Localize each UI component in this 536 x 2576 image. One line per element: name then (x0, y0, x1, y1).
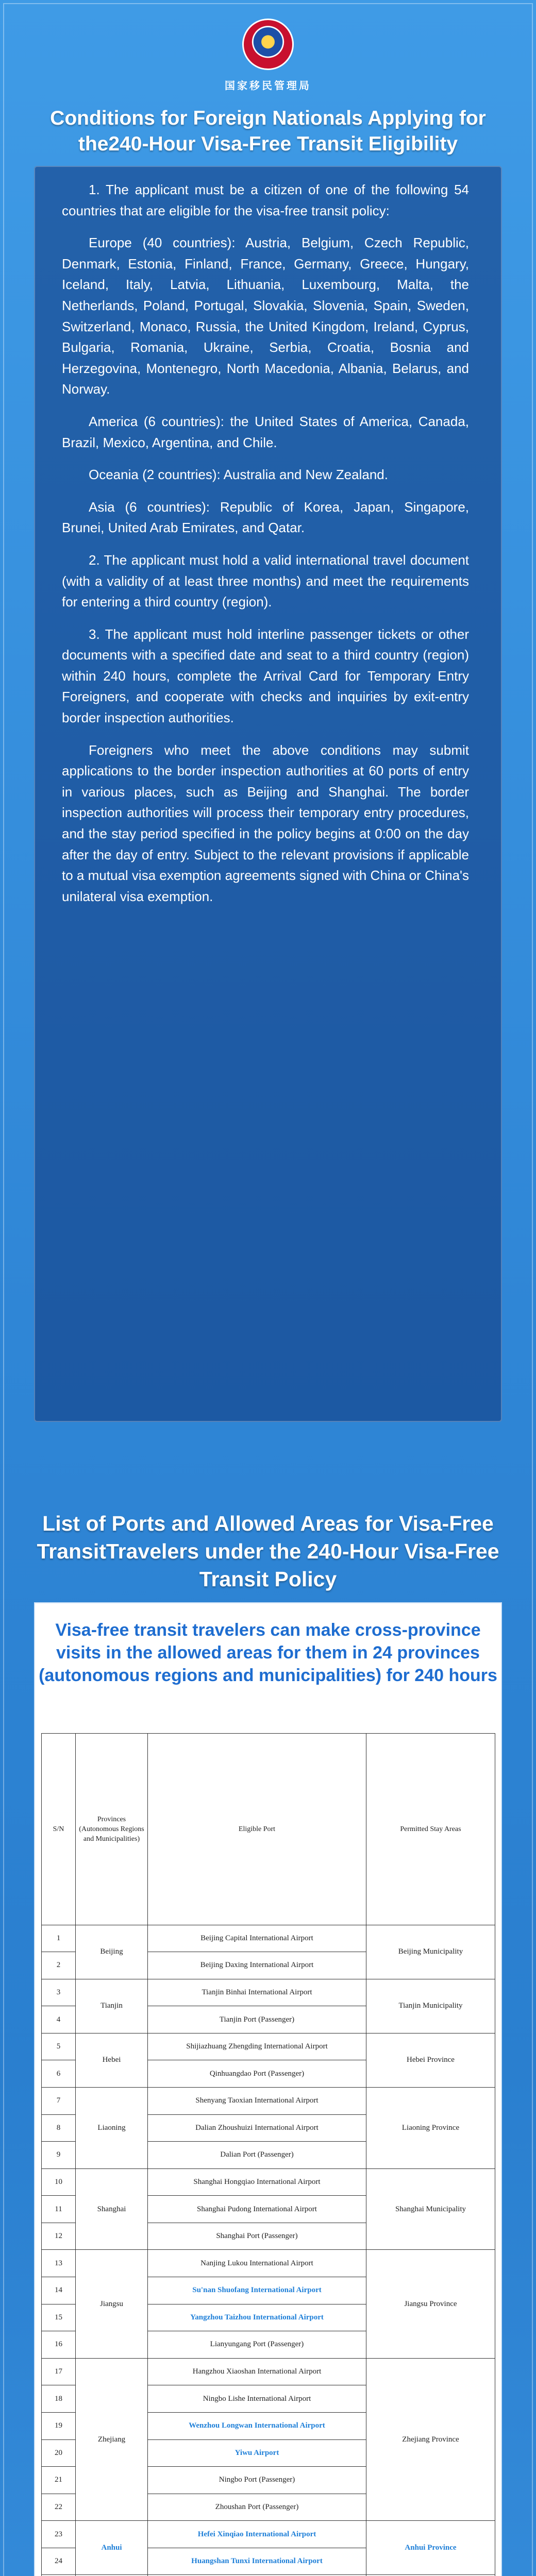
port-cell: Yangzhou Taizhou International Airport (148, 2304, 366, 2331)
port-cell: Shanghai Hongqiao International Airport (148, 2168, 366, 2196)
port-cell: Shenyang Taoxian International Airport (148, 2087, 366, 2114)
port-cell: Ningbo Lishe International Airport (148, 2385, 366, 2413)
row-number: 11 (42, 2196, 76, 2223)
table-row (42, 2521, 495, 2548)
province-cell: Beijing (76, 1925, 148, 1979)
area-cell: Tianjin Municipality (366, 1979, 495, 2033)
table-row (42, 2168, 495, 2196)
port-cell: Tianjin Port (Passenger) (148, 2006, 366, 2033)
row-number: 4 (42, 2006, 76, 2033)
province-cell: Hebei (76, 2033, 148, 2087)
province-cell: Liaoning (76, 2087, 148, 2168)
row-number: 1 (42, 1925, 76, 1952)
row-number: 22 (42, 2494, 76, 2521)
row-number: 18 (42, 2385, 76, 2413)
area-cell: Hebei Province (366, 2033, 495, 2087)
row-number: 7 (42, 2087, 76, 2114)
europe-list: Europe (40 countries): Austria, Belgium, Czech Republic, Denmark, Estonia, Finland, France, Germany, Greece, Hungary, Iceland, Italy, Latvia, Lithuania, Luxembourg, Malta, the Netherlands, Poland, Portugal, Slovakia, Slovenia, Spain, Sweden, Switzerland, Monaco, Russia, the United Kingdom, Ireland, Cyprus, Bulgaria, Romania, Ukraine, Serbia, Croatia, Bosnia and Herzegovina, Montenegro, North Macedonia, Albania, Belarus, and Norway. (62, 235, 469, 397)
asia-list: Asia (6 countries): Republic of Korea, Japan, Singapore, Brunei, United Arab Emirates, and Qatar. (62, 499, 469, 536)
header-area: Permitted Stay Areas (366, 1734, 495, 1925)
row-number: 2 (42, 1952, 76, 1979)
port-cell: Su'nan Shuofang International Airport (148, 2277, 366, 2304)
province-cell: Shanghai (76, 2168, 148, 2250)
area-cell: Jiangsu Province (366, 2250, 495, 2358)
ports-subtitle: Visa-free transit travelers can make cross-province visits in the allowed areas for them in 24 provinces (autonomous regions and municipalities) for 240 hours (39, 1620, 497, 1685)
ports-panel (34, 1602, 502, 2576)
ports-table-wrap (41, 1733, 495, 2576)
ports-title: List of Ports and Allowed Areas for Visa-Free TransitTravelers under the 240-Hour Visa-Free Transit Policy (37, 1512, 499, 1591)
area-cell: Zhejiang Province (366, 2358, 495, 2520)
port-cell: Ningbo Port (Passenger) (148, 2467, 366, 2494)
condition-2: 2. The applicant must hold a valid international travel document (with a validity of at least three months) and meet the requirements for entering a third country (region). (62, 552, 469, 610)
row-number: 8 (42, 2114, 76, 2142)
table-row (42, 2033, 495, 2060)
condition-3: 3. The applicant must hold interline passenger tickets or other documents with a specified date and seat to a third country (region) within 240 hours, complete the Arrival Card for Temporary Entry Foreigners, and cooperate with checks and inquiries by exit-entry border inspection authorities. (62, 626, 469, 726)
port-cell: Shanghai Pudong International Airport (148, 2196, 366, 2223)
port-cell: Beijing Daxing International Airport (148, 1952, 366, 1979)
port-cell: Huangshan Tunxi International Airport (148, 2548, 366, 2575)
area-cell: Anhui Province (366, 2521, 495, 2575)
row-number: 19 (42, 2412, 76, 2439)
row-number: 9 (42, 2142, 76, 2169)
table-row (42, 1925, 495, 1952)
area-cell: Liaoning Province (366, 2087, 495, 2168)
america-list: America (6 countries): the United States of America, Canada, Brazil, Mexico, Argentina, and Chile. (62, 413, 469, 450)
row-number: 16 (42, 2331, 76, 2359)
row-number: 13 (42, 2250, 76, 2277)
row-number: 24 (42, 2548, 76, 2575)
table-row (42, 2250, 495, 2277)
port-cell: Nanjing Lukou International Airport (148, 2250, 366, 2277)
page-title: Conditions for Foreign Nationals Applying for the240-Hour Visa-Free Transit Eligibility (50, 107, 486, 155)
row-number: 5 (42, 2033, 76, 2060)
port-cell: Lianyungang Port (Passenger) (148, 2331, 366, 2359)
row-number: 15 (42, 2304, 76, 2331)
row-number: 23 (42, 2521, 76, 2548)
header-province: Provinces (Autonomous Regions and Municipalities) (76, 1734, 148, 1925)
row-number: 20 (42, 2439, 76, 2467)
header-sn: S/N (42, 1734, 76, 1925)
ports-table (41, 1733, 495, 2576)
area-cell: Beijing Municipality (366, 1925, 495, 1979)
row-number: 6 (42, 2060, 76, 2088)
port-cell: Shijiazhuang Zhengding International Airport (148, 2033, 366, 2060)
port-cell: Hangzhou Xiaoshan International Airport (148, 2358, 366, 2385)
port-cell: Dalian Zhoushuizi International Airport (148, 2114, 366, 2142)
row-number: 3 (42, 1979, 76, 2006)
table-row (42, 2087, 495, 2114)
table-row (42, 1979, 495, 2006)
header-port: Eligible Port (148, 1734, 366, 1925)
port-cell: Wenzhou Longwan International Airport (148, 2412, 366, 2439)
oceania-list: Oceania (2 countries): Australia and New Zealand. (89, 467, 388, 483)
port-cell: Beijing Capital International Airport (148, 1925, 366, 1952)
row-number: 14 (42, 2277, 76, 2304)
condition-1: 1. The applicant must be a citizen of one of the following 54 countries that are eligible for the visa-free transit policy: (62, 182, 469, 218)
port-cell: Hefei Xinqiao International Airport (148, 2521, 366, 2548)
star-icon: ★ (262, 33, 274, 48)
port-cell: Zhoushan Port (Passenger) (148, 2494, 366, 2521)
port-cell: Tianjin Binhai International Airport (148, 1979, 366, 2006)
row-number: 21 (42, 2467, 76, 2494)
province-cell: Zhejiang (76, 2358, 148, 2520)
area-cell: Shanghai Municipality (366, 2168, 495, 2250)
province-cell: Anhui (76, 2521, 148, 2575)
procedure-paragraph: Foreigners who meet the above conditions may submit applications to the border inspection authorities at 60 ports of entry in various places, such as Beijing and Shanghai. The border inspection authorities will process their temporary entry procedures, and the stay period specified in the policy begins at 0:00 on the day after the day of entry. Subject to the relevant provisions if applicable to a mutual visa exemption agreements signed with China or China's unilateral visa exemption. (62, 742, 469, 904)
port-cell: Shanghai Port (Passenger) (148, 2223, 366, 2250)
agency-name: 国家移民管理局 (225, 80, 311, 92)
province-cell: Tianjin (76, 1979, 148, 2033)
row-number: 12 (42, 2223, 76, 2250)
table-row (42, 2358, 495, 2385)
table-header-row (42, 1734, 495, 1925)
row-number: 17 (42, 2358, 76, 2385)
port-cell: Qinhuangdao Port (Passenger) (148, 2060, 366, 2088)
port-cell: Dalian Port (Passenger) (148, 2142, 366, 2169)
port-cell: Yiwu Airport (148, 2439, 366, 2467)
province-cell: Jiangsu (76, 2250, 148, 2358)
row-number: 10 (42, 2168, 76, 2196)
conditions-panel (34, 166, 502, 1422)
